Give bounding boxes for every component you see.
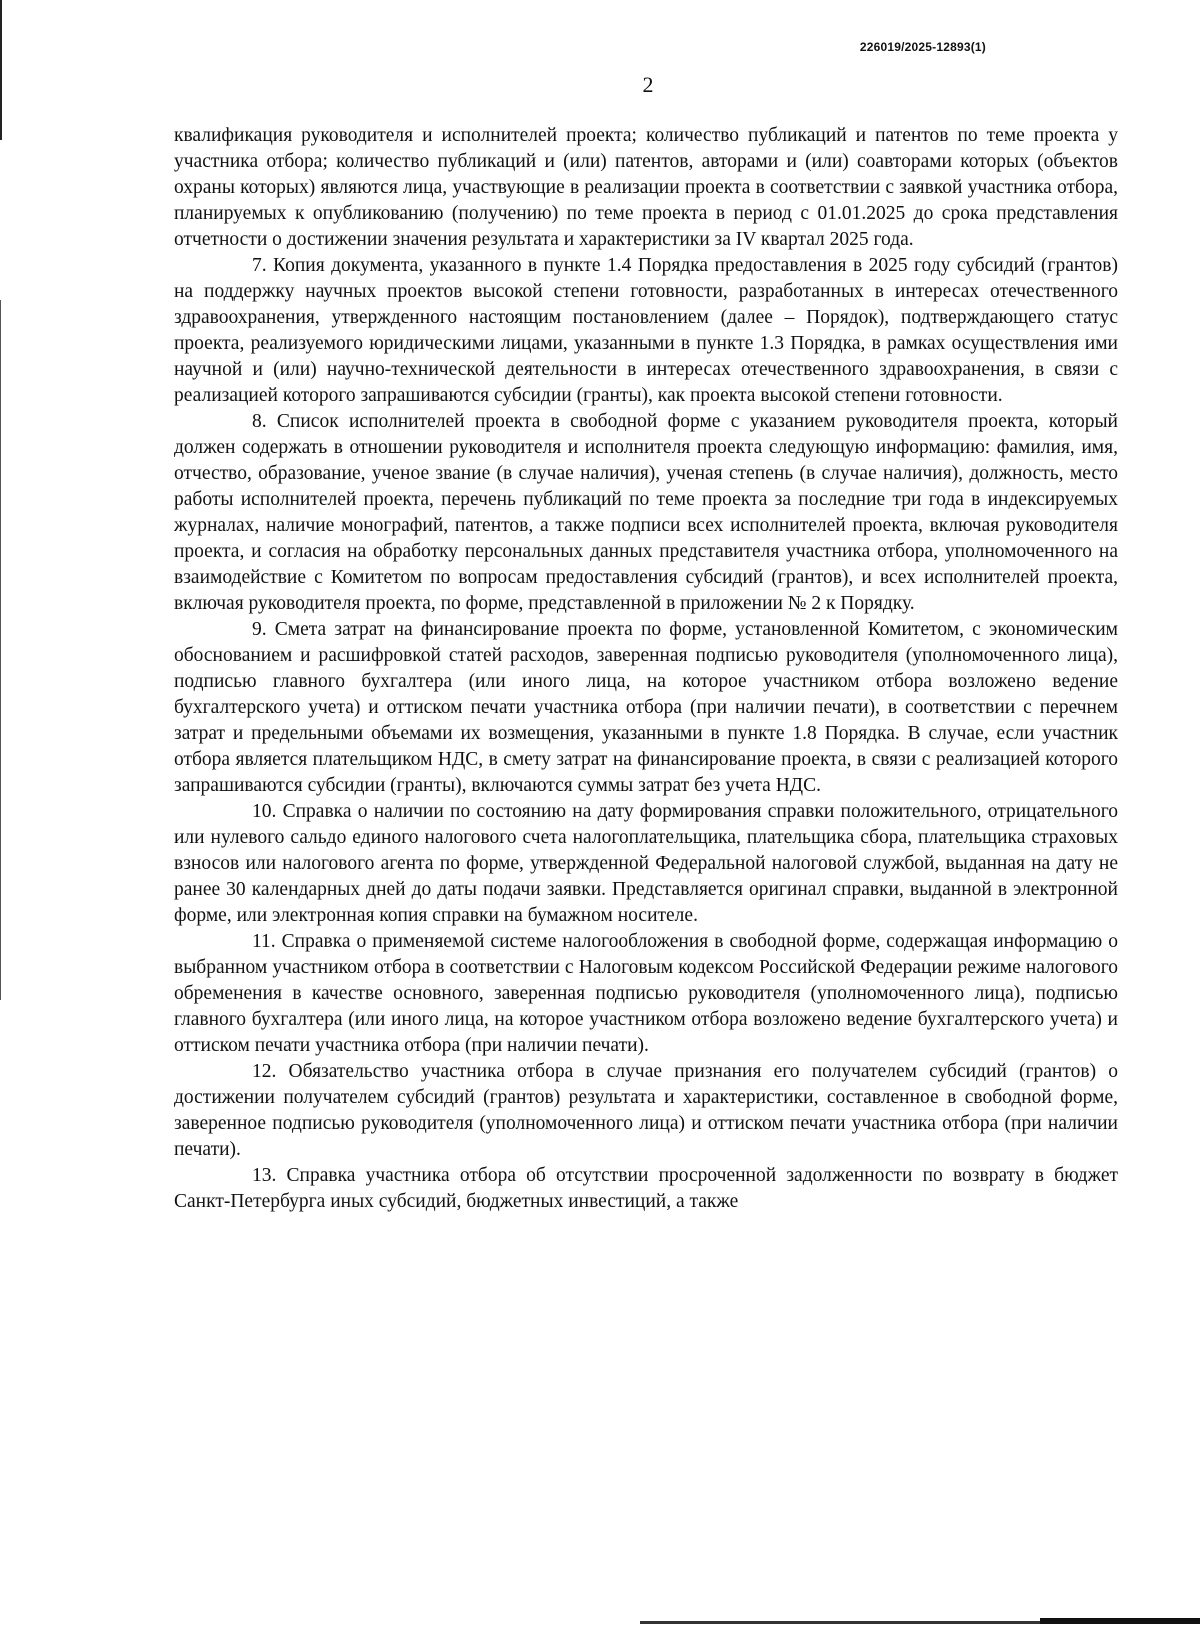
page-number: 2 [642, 72, 654, 97]
paragraph-item-9: 9. Смета затрат на финансирование проекта по форме, установленной Комитетом, с экономическим обоснованием и расшифровкой статей расходов, заверенная подписью руководителя (уполномоченного лица), подписью главного бухгалтера (или иного лица, на которое участником отбора возложено ведение бухгалтерского учета) и оттиском печати участника отбора (при наличии печати), в соответствии с перечнем затрат и предельными объемами их возмещения, указанными в пункте 1.8 Порядка. В случае, если участник отбора является плательщиком НДС, в смету затрат на финансирование проекта, в связи с реализацией которого запрашиваются субсидии (гранты), включаются суммы затрат без учета НДС. [174, 619, 1118, 796]
paragraph-item-13: 13. Справка участника отбора об отсутствии просроченной задолженности по возврату в бюджет Санкт-Петербурга иных субсидий, бюджетных инвестиций, а также [174, 1165, 1118, 1212]
paragraph-continuation: квалификация руководителя и исполнителей проекта; количество публикаций и патентов по теме проекта у участника отбора; количество публикаций и (или) патентов, авторами и (или) соавторами которых (объектов охраны которых) являются лица, участвующие в реализации проекта в соответствии с заявкой участника отбора, планируемых к опубликованию (получению) по теме проекта в период с 01.01.2025 до срока представления отчетности о достижении значения результата и характеристики за IV квартал 2025 года. [174, 125, 1118, 250]
paragraph-item-7: 7. Копия документа, указанного в пункте 1.4 Порядка предоставления в 2025 году субсидий (грантов) на поддержку научных проектов высокой степени готовности, разработанных в интересах отечественного здравоохранения, утвержденного настоящим постановлением (далее – Порядок), подтверждающего статус проекта, реализуемого юридическими лицами, указанными в пункте 1.3 Порядка, в рамках осуществления ими научной и (или) научно-технической деятельности в интересах отечественного здравоохранения, в связи с реализацией которого запрашиваются субсидии (гранты), как проекта высокой степени готовности. [174, 255, 1118, 406]
scan-edge-artifact [0, 0, 2, 140]
document-id: 226019/2025-12893(1) [859, 40, 986, 54]
document-body [174, 123, 1118, 1215]
scan-edge-artifact [0, 300, 1, 1000]
paragraph-item-12: 12. Обязательство участника отбора в случае признания его получателем субсидий (грантов) о достижении получателем субсидий (грантов) результата и характеристики, составленное в свободной форме, заверенное подписью руководителя (уполномоченного лица) и оттиском печати участника отбора (при наличии печати). [174, 1061, 1118, 1160]
scan-bottom-artifact [640, 1621, 1040, 1624]
scan-bottom-artifact [1040, 1618, 1200, 1624]
paragraph-item-11: 11. Справка о применяемой системе налогообложения в свободной форме, содержащая информацию о выбранном участником отбора в соответствии с Налоговым кодексом Российской Федерации режиме налогового обременения в качестве основного, заверенная подписью руководителя (уполномоченного лица), подписью главного бухгалтера (или иного лица, на которое участником отбора возложено ведение бухгалтерского учета) и оттиском печати участника отбора (при наличии печати). [174, 931, 1118, 1056]
paragraph-item-8: 8. Список исполнителей проекта в свободной форме с указанием руководителя проекта, который должен содержать в отношении руководителя и исполнителя проекта следующую информацию: фамилия, имя, отчество, образование, ученое звание (в случае наличия), ученая степень (в случае наличия), должность, место работы исполнителей проекта, перечень публикаций по теме проекта за последние три года в индексируемых журналах, наличие монографий, патентов, а также подписи всех исполнителей проекта, включая руководителя проекта, и согласия на обработку персональных данных представителя участника отбора, уполномоченного на взаимодействие с Комитетом по вопросам предоставления субсидий (грантов), и всех исполнителей проекта, включая руководителя проекта, по форме, представленной в приложении № 2 к Порядку. [174, 411, 1118, 614]
paragraph-item-10: 10. Справка о наличии по состоянию на дату формирования справки положительного, отрицательного или нулевого сальдо единого налогового счета налогоплательщика, плательщика сбора, плательщика страховых взносов или налогового агента по форме, утвержденной Федеральной налоговой службой, выданная на дату не ранее 30 календарных дней до даты подачи заявки. Представляется оригинал справки, выданной в электронной форме, или электронная копия справки на бумажном носителе. [174, 801, 1118, 926]
